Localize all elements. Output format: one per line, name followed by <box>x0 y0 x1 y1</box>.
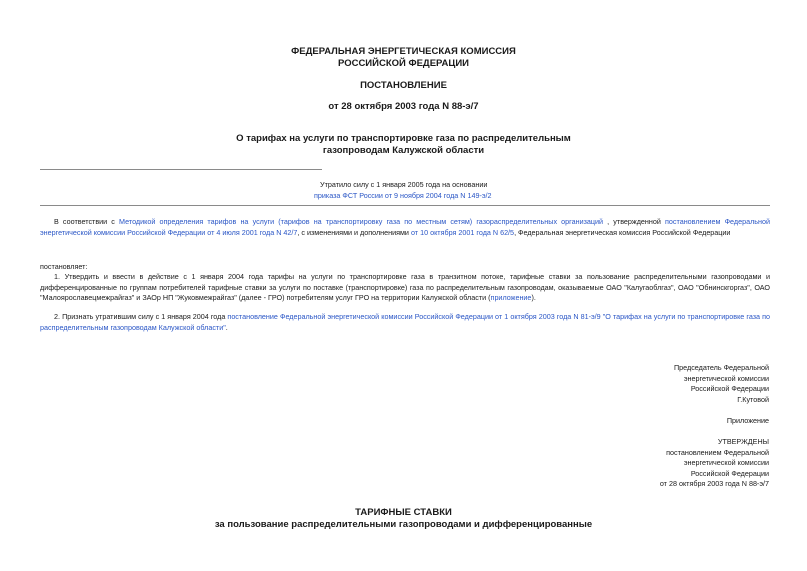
item-1-text: 1. Утвердить и ввести в действие с 1 января 2004 года тарифы на услуги по транспортировке газа в транзитном потоке, тарифные ставки за пользование распределительными газопроводами и дифференцированные по группам потребителей тарифные ставки за услуги по поставке (транспортировке) газа по распределительным газопроводам, оказываемые ОАО "Калугаоблгаз", ОАО "Обнинскгоргаз", ОАО "Малоярославецмежрайгаз" и ЗАОр НП "Жуковмежрайгаз" (далее - ГРО) потребителям услуг ГРО на территории Калужской области ( <box>40 272 770 302</box>
appendix-label: Приложение <box>726 416 769 425</box>
decree-item-2 <box>40 312 770 333</box>
signature-line3: Российской Федерации <box>690 384 769 394</box>
item-2-end: . <box>225 322 228 332</box>
approved-line2: постановлением Федеральной <box>666 447 769 457</box>
repeal-order-link[interactable]: приказа ФСТ России от 9 ноября 2004 года N 149-э/2 <box>314 191 492 200</box>
preamble-text: , утвержденной <box>603 217 666 226</box>
doc-type: ПОСТАНОВЛЕНИЕ <box>360 80 447 91</box>
divider-top <box>40 169 322 170</box>
approved-line5: от 28 октября 2003 года N 88-э/7 <box>659 479 769 489</box>
doc-title-line2: газопроводам Калужской области <box>322 145 485 156</box>
org-name-line1: ФЕДЕРАЛЬНАЯ ЭНЕРГЕТИЧЕСКАЯ КОМИССИЯ <box>291 46 516 57</box>
approval-block <box>540 437 769 490</box>
signature-name: Г.Кутовой <box>737 394 769 404</box>
approved-line1: УТВЕРЖДЕНЫ <box>717 437 769 446</box>
decree-item-1 <box>40 272 770 304</box>
signature-block <box>540 363 769 405</box>
preamble-text: , с изменениями и дополнениями <box>297 227 411 237</box>
approved-line3: энергетической комиссии <box>683 458 769 468</box>
tariffs-title: ТАРИФНЫЕ СТАВКИ <box>355 507 452 518</box>
divider-bottom <box>40 205 770 206</box>
methodology-link[interactable]: Методикой определения тарифов на услуги (тарифов на транспортировку газа по местным сетям) газораспределительных организаций <box>119 217 604 226</box>
doc-title-line1: О тарифах на услуги по транспортировке газа по распределительным <box>236 133 571 144</box>
org-name-line2: РОССИЙСКОЙ ФЕДЕРАЦИИ <box>337 58 469 69</box>
approved-line4: Российской Федерации <box>690 468 769 478</box>
fek-decree-42-7-link[interactable]: постановлением Федеральной энергетической комиссии Российской Федерации от 4 июля 2001 года N 42/7 <box>40 217 770 237</box>
doc-date: от 28 октября 2003 года N 88-э/7 <box>328 101 479 112</box>
preamble-text: В соответствии с <box>54 217 120 226</box>
repeal-status-text: Утратило силу с 1 января 2005 года на основании <box>320 180 488 189</box>
fek-decree-81-9-title-link[interactable]: "О тарифах на услуги по транспортировке газа по распределительным газопроводам Калужской области" <box>40 312 770 332</box>
fek-decree-62-5-link[interactable]: от 10 октября 2001 года N 62/5 <box>410 227 515 237</box>
item-1-end: ). <box>531 293 536 302</box>
appendix-link[interactable]: приложение <box>490 293 532 302</box>
decree-label: постановляет: <box>40 262 88 271</box>
signature-line1: Председатель Федеральной <box>674 363 769 372</box>
item-2-text: 2. Признать утратившим силу с 1 января 2004 года <box>54 312 228 321</box>
preamble-paragraph <box>40 217 770 238</box>
preamble-text: , Федеральная энергетическая комиссия Российской Федерации <box>514 227 731 237</box>
signature-line2: энергетической комиссии <box>683 373 769 383</box>
tariffs-subtitle: за пользование распределительными газопроводами и дифференцированные <box>214 519 593 530</box>
fek-decree-81-9-link[interactable]: постановление Федеральной энергетической комиссии Российской Федерации от 1 октября 2003 года N 81-э/9 <box>227 312 601 321</box>
